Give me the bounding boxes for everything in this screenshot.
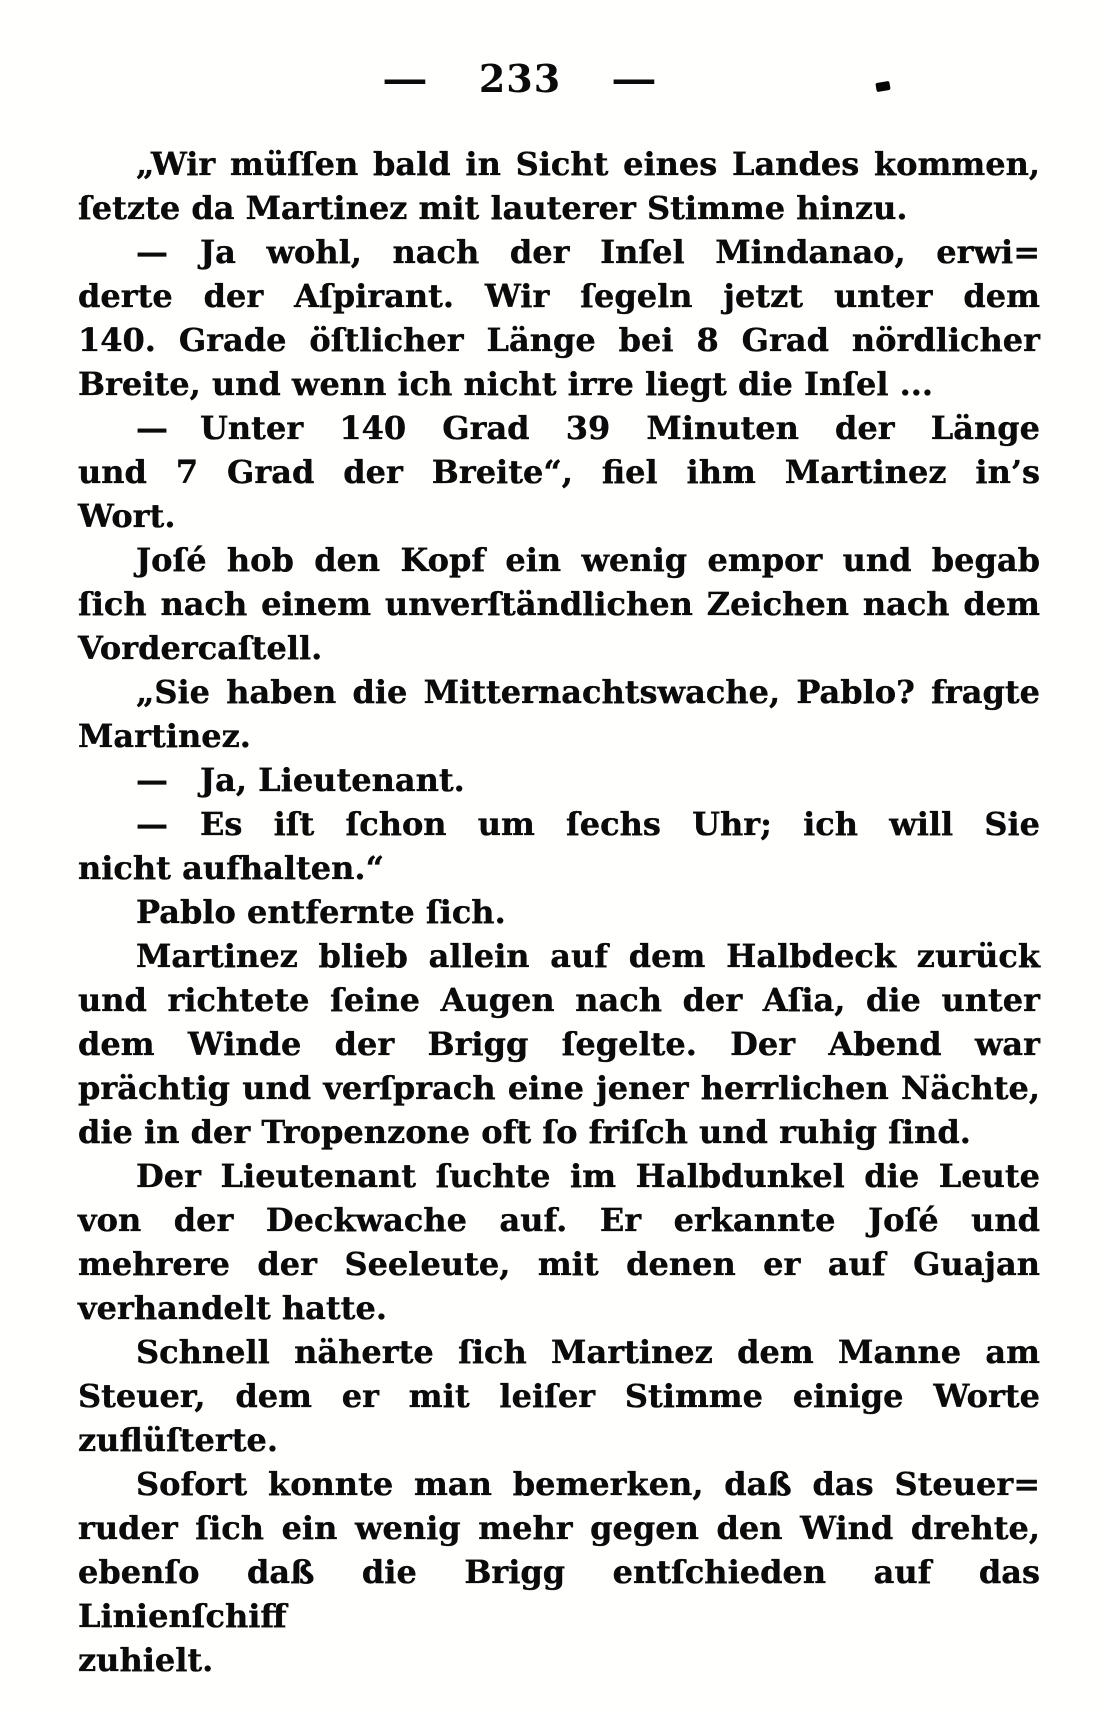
header-dash-right: — <box>611 56 659 101</box>
text-line: — Unter 140 Grad 39 Minuten der Länge <box>136 409 1040 447</box>
text-line: nicht aufhalten.“ <box>78 849 384 887</box>
text-line: ruder ſich ein wenig mehr gegen den Wind drehte, <box>78 1509 1040 1547</box>
text-line: „Sie haben die Mitternachtswache, Pablo? fragte <box>136 673 1040 711</box>
text-line: prächtig und verſprach eine jener herrlichen Nächte, <box>78 1069 1040 1107</box>
text-line: zuhielt. <box>78 1641 214 1679</box>
text-line: Schnell näherte ſich Martinez dem Manne am <box>136 1333 1040 1371</box>
text-line: Breite, und wenn ich nicht irre liegt die Inſel ... <box>78 365 934 403</box>
text-line: ſich nach einem unverſtändlichen Zeichen nach dem <box>78 585 1040 623</box>
text-line: Joſé hob den Kopf ein wenig empor und begab <box>136 541 1040 579</box>
text-line: Steuer, dem er mit leiſer Stimme einige Worte <box>78 1377 1040 1415</box>
text-line: verhandelt hatte. <box>78 1289 387 1327</box>
text-line: — Ja, Lieutenant. <box>136 761 465 799</box>
text-line: Der Lieutenant ſuchte im Halbdunkel die Leute <box>136 1157 1040 1195</box>
text-line: „Wir müſſen bald in Sicht eines Landes kommen, <box>136 145 1040 183</box>
text-line: ebenſo daß die Brigg entſchieden auf das Linienſchiff <box>78 1553 1040 1635</box>
page-header <box>78 56 962 101</box>
text-line: Martinez. <box>78 717 251 755</box>
text-line: Sofort konnte man bemerken, daß das Steuer= <box>136 1465 1040 1503</box>
text-line: 140. Grade öſtlicher Länge bei 8 Grad nördlicher <box>78 321 1040 359</box>
text-line: Wort. <box>78 497 176 535</box>
text-line: derte der Aſpirant. Wir ſegeln jetzt unter dem <box>78 277 1040 315</box>
text-line: zuflüſterte. <box>78 1421 279 1459</box>
text-line: dem Winde der Brigg ſegelte. Der Abend war <box>78 1025 1040 1063</box>
text-line: Martinez blieb allein auf dem Halbdeck zurück <box>136 937 1040 975</box>
page-text <box>78 142 1040 1682</box>
text-line: von der Deckwache auf. Er erkannte Joſé und <box>78 1201 1040 1239</box>
text-line: — Es iſt ſchon um ſechs Uhr; ich will Sie <box>136 805 1040 843</box>
text-line: mehrere der Seeleute, mit denen er auf Guajan <box>78 1245 1040 1283</box>
text-line: Vordercaſtell. <box>78 629 323 667</box>
header-dash-left: — <box>381 56 429 101</box>
text-line: Pablo entfernte ſich. <box>136 893 506 931</box>
text-line: — Ja wohl, nach der Inſel Mindanao, erwi= <box>136 233 1040 271</box>
text-line: und richtete ſeine Augen nach der Aſia, die unter <box>78 981 1040 1019</box>
text-line: und 7 Grad der Breite“, fiel ihm Martinez in’s <box>78 453 1040 491</box>
text-line: ſetzte da Martinez mit lauterer Stimme hinzu. <box>78 189 908 227</box>
page-number: 233 <box>478 56 562 101</box>
text-line: die in der Tropenzone oft ſo friſch und ruhig ſind. <box>78 1113 971 1151</box>
